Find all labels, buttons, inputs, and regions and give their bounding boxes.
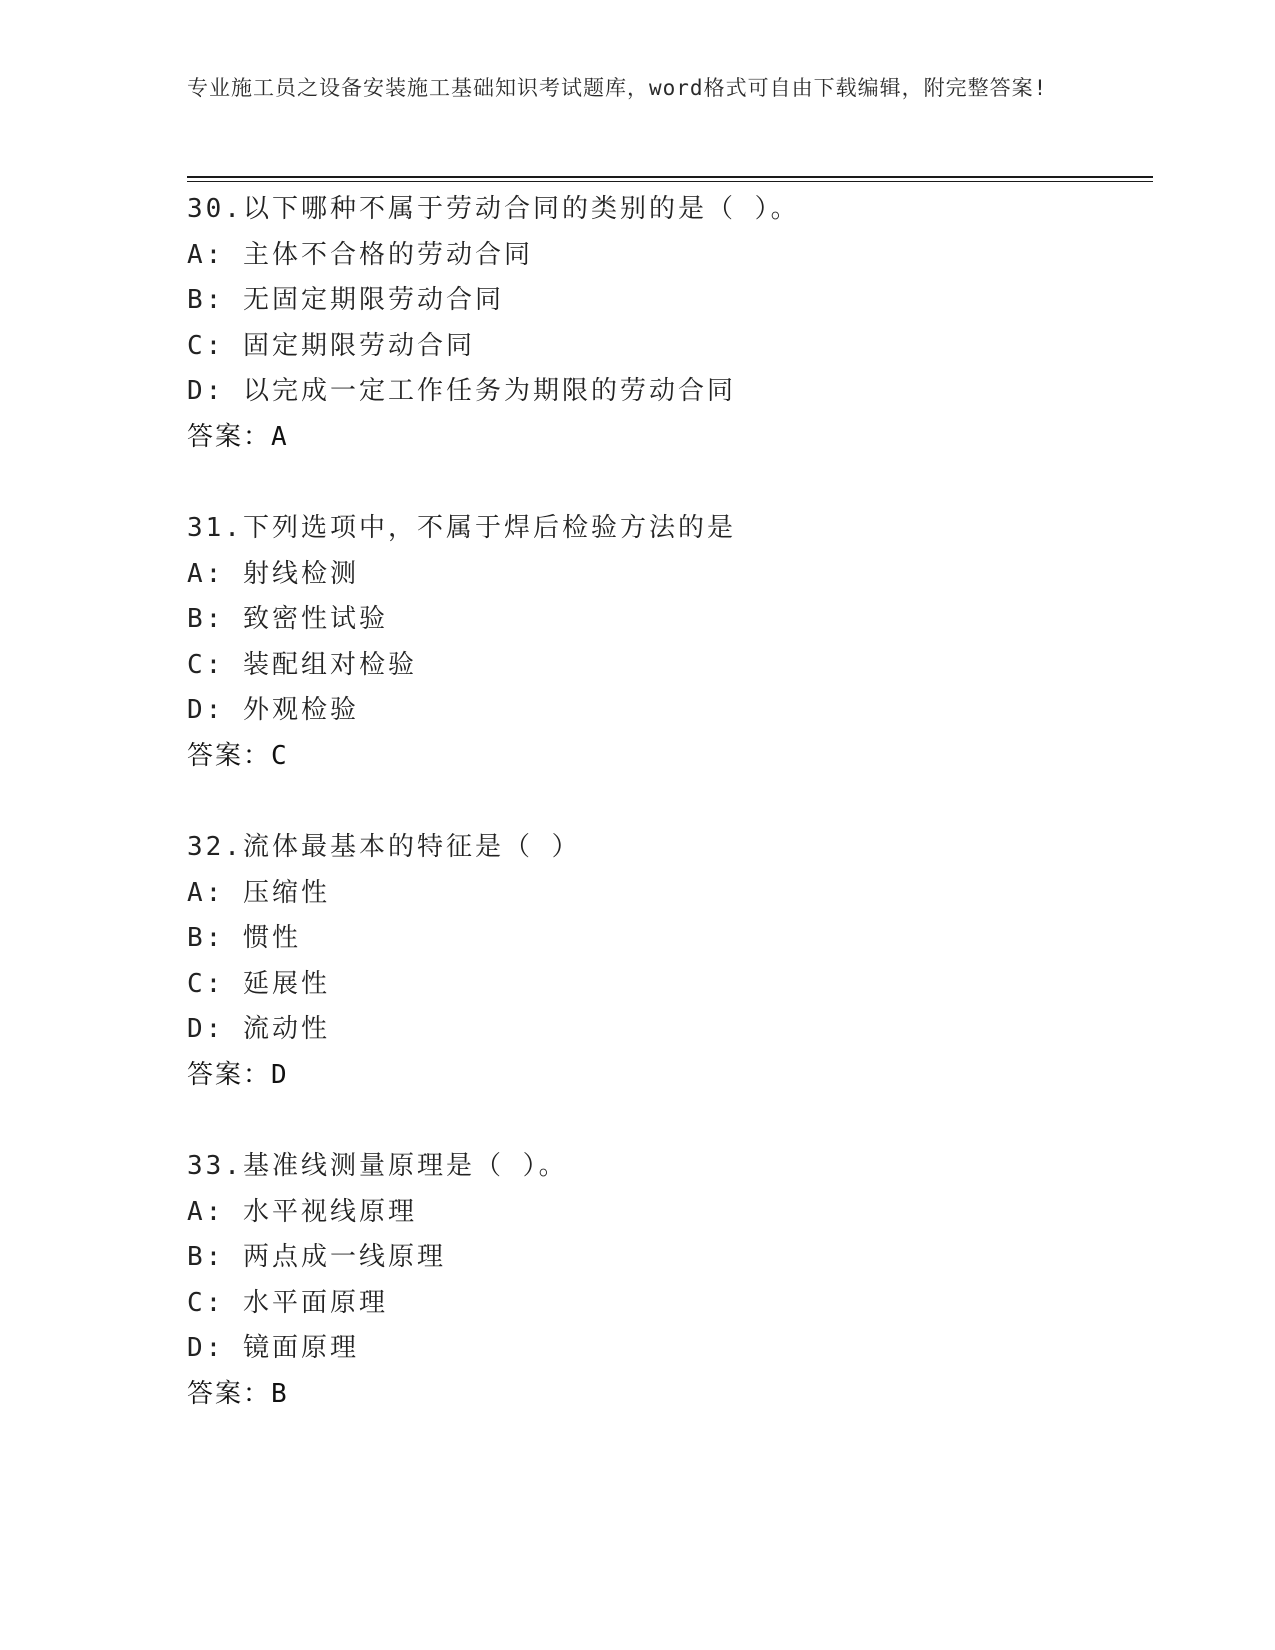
- option-a: A: 主体不合格的劳动合同: [187, 239, 533, 270]
- option-d: D: 流动性: [187, 1014, 330, 1044]
- option-c: C: 装配组对检验: [187, 649, 417, 680]
- answer-line: [187, 1372, 1147, 1418]
- question-31: [187, 506, 1147, 779]
- question-30: [187, 187, 1147, 460]
- option-a: A: 射线检测: [187, 558, 359, 589]
- answer-label: 答案：: [187, 740, 272, 771]
- answer-line: [187, 415, 1147, 461]
- header-rule-thin: [187, 181, 1153, 182]
- answer-line: [187, 734, 1147, 780]
- question-32: [187, 825, 1147, 1098]
- option-b: B: 惯性: [187, 923, 301, 953]
- option-a: A: 压缩性: [187, 877, 330, 908]
- option-a: A: 水平视线原理: [187, 1196, 417, 1227]
- question-stem: 33.基准线测量原理是（ ）。: [187, 1151, 568, 1181]
- option-c: C: 延展性: [187, 968, 330, 999]
- answer-value: D: [271, 1059, 288, 1090]
- header-rule-thick: [187, 176, 1153, 178]
- answer-value: A: [271, 421, 288, 452]
- question-stem: 30.以下哪种不属于劳动合同的类别的是（ ）。: [187, 194, 800, 224]
- answer-label: 答案：: [187, 1378, 272, 1409]
- option-b: B: 致密性试验: [187, 604, 388, 634]
- document-header: 专业施工员之设备安装施工基础知识考试题库，word格式可自由下载编辑，附完整答案!: [187, 76, 1048, 100]
- answer-label: 答案：: [187, 421, 272, 452]
- question-stem: 31.下列选项中，不属于焊后检验方法的是: [187, 513, 736, 543]
- answer-value: C: [271, 740, 288, 771]
- question-stem: 32.流体最基本的特征是（ ）: [187, 832, 581, 862]
- option-d: D: 镜面原理: [187, 1333, 359, 1363]
- answer-label: 答案：: [187, 1059, 272, 1090]
- answer-line: [187, 1053, 1147, 1099]
- answer-value: B: [271, 1378, 288, 1409]
- option-b: B: 无固定期限劳动合同: [187, 285, 504, 315]
- option-b: B: 两点成一线原理: [187, 1242, 446, 1272]
- option-d: D: 外观检验: [187, 695, 359, 725]
- question-list: [187, 187, 1147, 1463]
- option-d: D: 以完成一定工作任务为期限的劳动合同: [187, 376, 736, 406]
- option-c: C: 固定期限劳动合同: [187, 330, 475, 361]
- option-c: C: 水平面原理: [187, 1287, 388, 1318]
- question-33: [187, 1144, 1147, 1417]
